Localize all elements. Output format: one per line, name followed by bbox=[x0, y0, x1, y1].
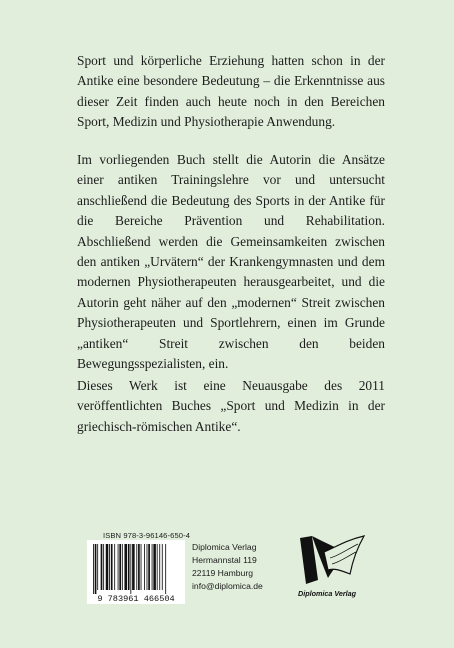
isbn-label: ISBN 978-3-96146-650-4 bbox=[103, 531, 191, 540]
barcode bbox=[87, 540, 185, 604]
diplomica-logo-icon bbox=[294, 528, 374, 588]
logo-wordmark: Diplomica Verlag bbox=[298, 589, 357, 598]
blurb-paragraph-1 bbox=[77, 51, 385, 133]
publisher-city: 22119 Hamburg bbox=[192, 568, 253, 578]
publisher-name: Diplomica Verlag bbox=[192, 542, 257, 552]
publisher-email: info@diplomica.de bbox=[192, 581, 263, 591]
blurb-paragraph-2 bbox=[77, 150, 385, 374]
publisher-street: Hermannstal 119 bbox=[192, 555, 257, 565]
blurb-paragraph-3 bbox=[77, 376, 385, 437]
paragraph-text: Dieses Werk ist eine Neuausgabe des 2011 veröffentlichten Buches „Sport und Medizin in der griechisch-römischen Antike“. bbox=[77, 378, 385, 434]
paragraph-text: Sport und körperliche Erziehung hatten schon in der Antike eine besondere Bedeutung – die Erkenntnisse aus dieser Zeit finden auch heute noch in den Bereichen Sport, Medizin und Physiotherapie Anwendung. bbox=[77, 53, 385, 130]
publisher-address bbox=[192, 541, 263, 593]
paragraph-text: Im vorliegenden Buch stellt die Autorin die Ansätze einer antiken Trainingslehre vor und untersucht anschließend die Bedeutung des Sports in der Antike für die Bereiche Prävention und Rehabilitation. Abschließend werden die Gemeinsamkeiten zwischen den antiken „Urvätern“ der Krankengymnasten und dem modernen Physiotherapeuten herausgearbeitet, und die Autorin geht näher auf den „modernen“ Streit zwischen Physiotherapeuten und Sportlehrern, einen im Grunde „antiken“ Streit zwischen den beiden Bewegungsspezialisten, ein. bbox=[77, 152, 385, 372]
barcode-image bbox=[87, 540, 185, 604]
barcode-digits: 9 783961 466504 bbox=[97, 594, 175, 604]
